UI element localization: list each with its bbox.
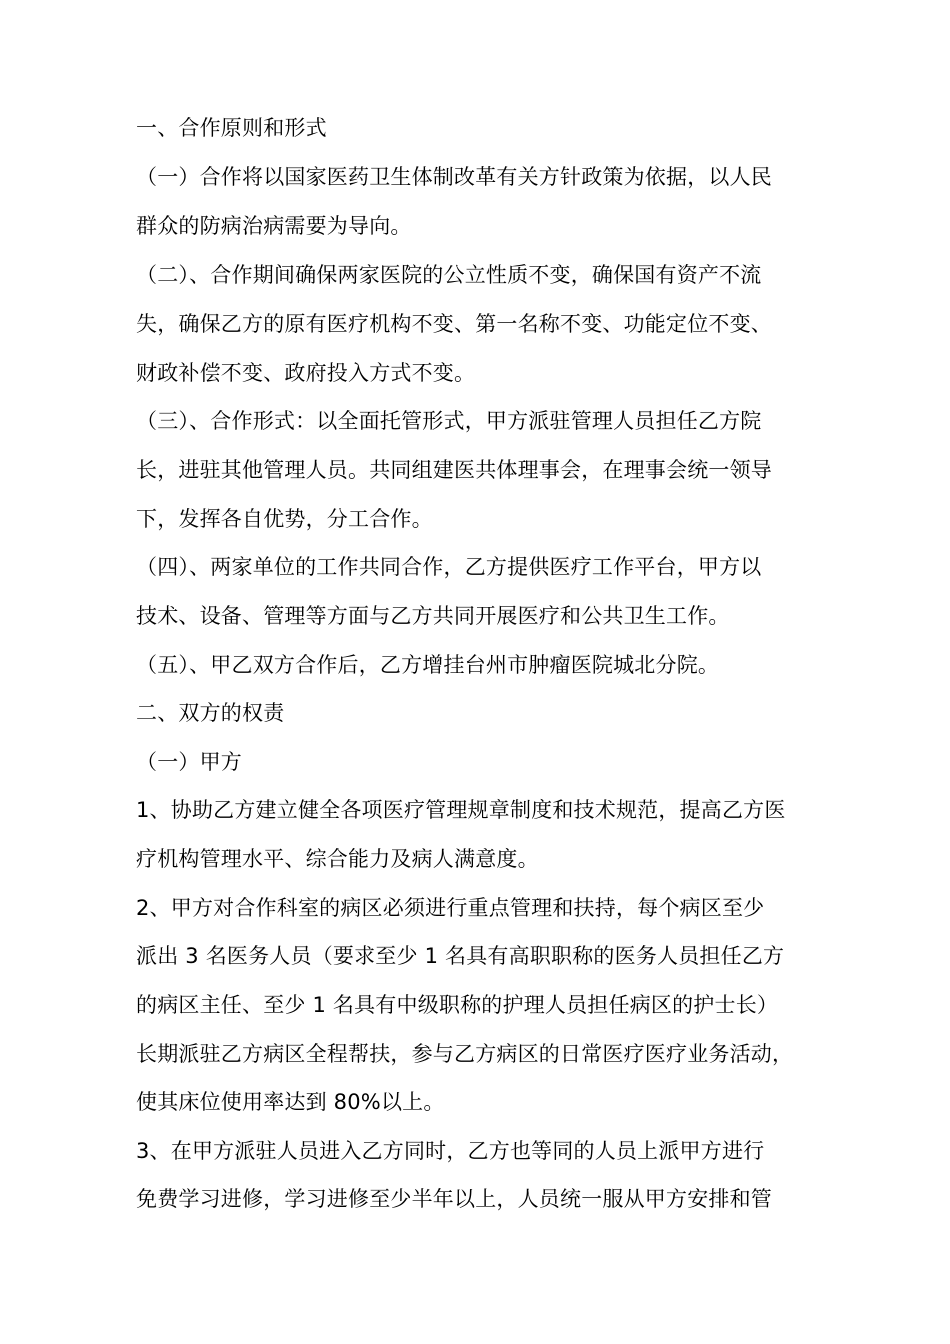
paragraph-line: 使其床位使用率达到 80%以上。 — [136, 1090, 445, 1114]
paragraph-line: 2、甲方对合作科室的病区必须进行重点管理和扶持，每个病区至少 — [136, 896, 765, 920]
paragraph-line: 3、在甲方派驻人员进入乙方同时，乙方也等同的人员上派甲方进行 — [136, 1139, 765, 1163]
paragraph-line: 技术、设备、管理等方面与乙方共同开展医疗和公共卫生工作。 — [136, 604, 730, 628]
section-heading-2: 二、双方的权责 — [136, 701, 285, 725]
paragraph-line: （二）、合作期间确保两家医院的公立性质不变，确保国有资产不流 — [136, 263, 762, 287]
paragraph-line: 派出 3 名医务人员（要求至少 1 名具有高职职称的医务人员担任乙方 — [136, 944, 785, 968]
paragraph-line: 财政补偿不变、政府投入方式不变。 — [136, 361, 476, 385]
paragraph-line: 的病区主任、至少 1 名具有中级职称的护理人员担任病区的护士长） — [136, 993, 779, 1017]
subsection-heading: （一）甲方 — [136, 750, 242, 774]
paragraph-line: （五）、甲乙双方合作后，乙方增挂台州市肿瘤医院城北分院。 — [136, 653, 720, 677]
section-heading-1: 一、合作原则和形式 — [136, 116, 327, 140]
paragraph-line: 免费学习进修，学习进修至少半年以上，人员统一服从甲方安排和管 — [136, 1187, 772, 1211]
paragraph-line: （三）、合作形式：以全面托管形式，甲方派驻管理人员担任乙方院 — [136, 409, 762, 433]
paragraph-line: 长，进驻其他管理人员。共同组建医共体理事会，在理事会统一领导 — [136, 458, 772, 482]
paragraph-line: 下，发挥各自优势，分工合作。 — [136, 507, 433, 531]
paragraph-line: （一）合作将以国家医药卫生体制改革有关方针政策为依据，以人民 — [136, 165, 772, 189]
paragraph-line: （四）、两家单位的工作共同合作，乙方提供医疗工作平台，甲方以 — [136, 555, 762, 579]
paragraph-line: 长期派驻乙方病区全程帮扶，参与乙方病区的日常医疗医疗业务活动， — [136, 1042, 794, 1066]
paragraph-line: 群众的防病治病需要为导向。 — [136, 214, 412, 238]
paragraph-line: 疗机构管理水平、综合能力及病人满意度。 — [136, 847, 539, 871]
paragraph-line: 失，确保乙方的原有医疗机构不变、第一名称不变、功能定位不变、 — [136, 312, 772, 336]
paragraph-line: 1、协助乙方建立健全各项医疗管理规章制度和技术规范，提高乙方医 — [136, 798, 786, 822]
